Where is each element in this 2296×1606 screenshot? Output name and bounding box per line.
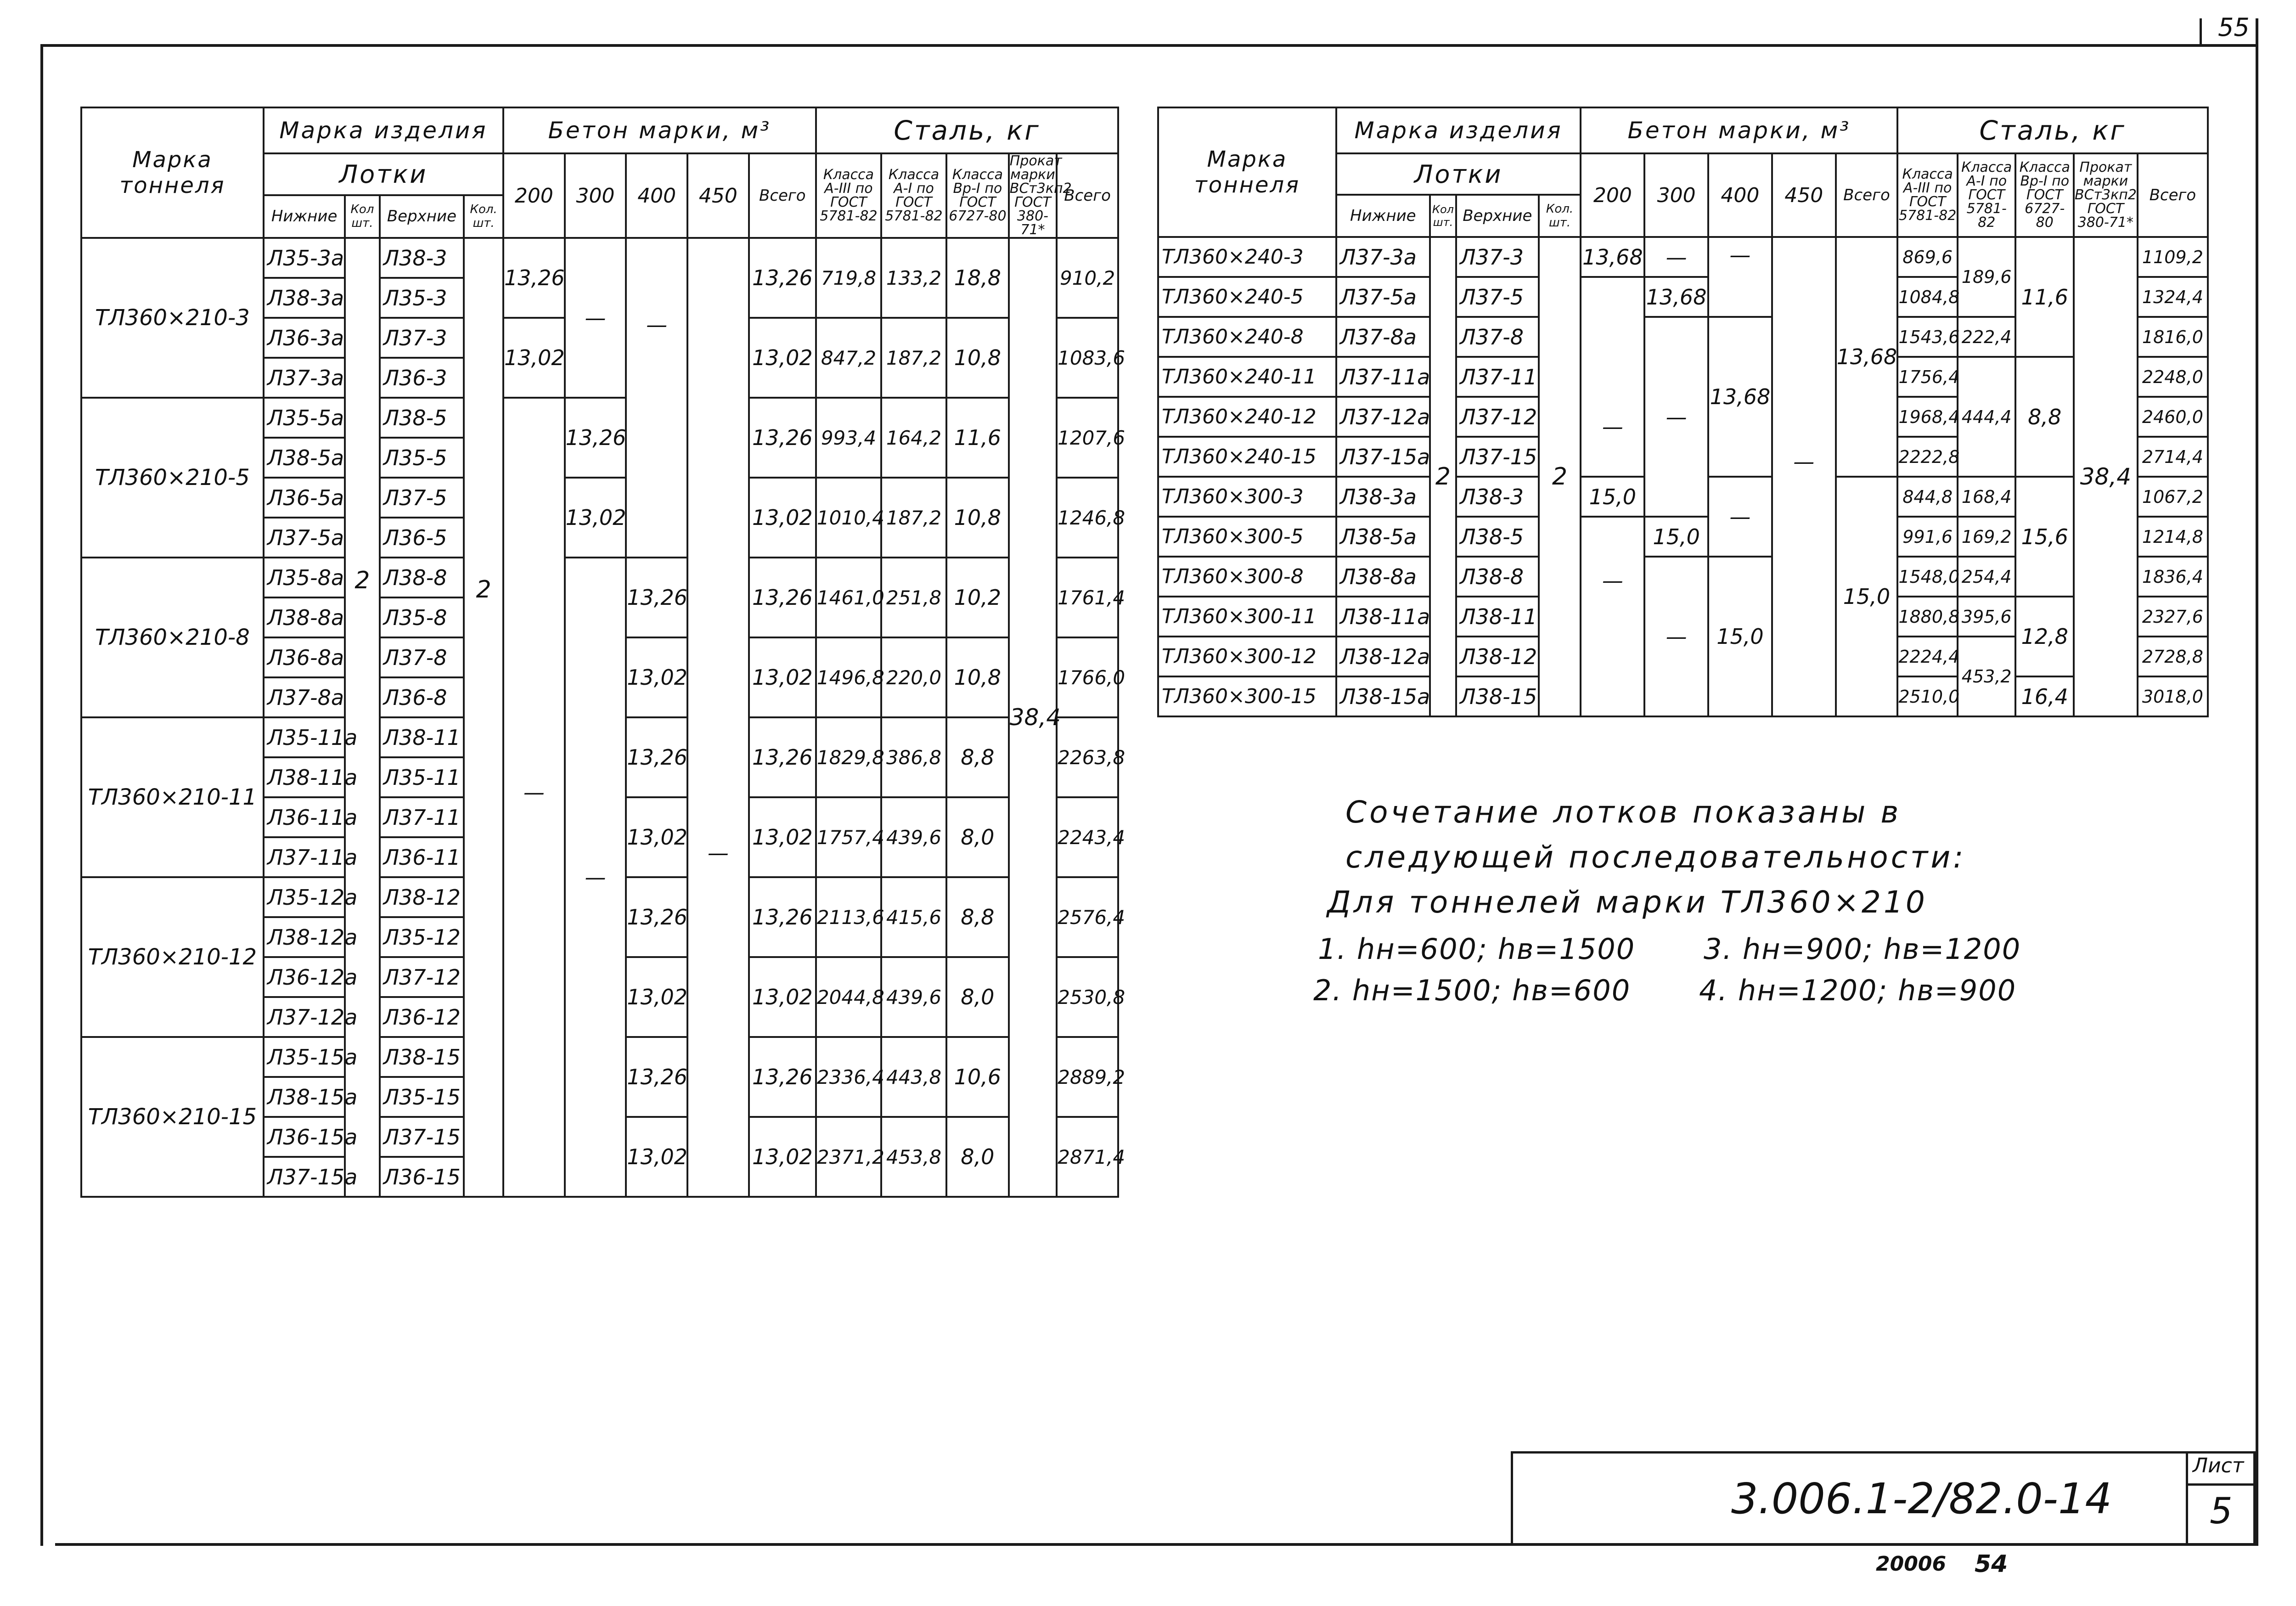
upper-tray: Л36-3 — [380, 358, 464, 398]
steel-vr: 10,8 — [946, 318, 1009, 398]
tunnel-mark: ТЛ360×300-3 — [1158, 477, 1336, 517]
concrete-total: 13,26 — [749, 877, 816, 957]
lower-tray: Л37-12а — [1336, 397, 1430, 437]
left-hdr-concrete: Бетон марки, м³ — [503, 107, 816, 153]
upper-tray: Л38-15 — [380, 1037, 464, 1077]
left-hdr-upper: Верхние — [380, 195, 464, 238]
upper-tray: Л38-12 — [1456, 637, 1539, 676]
tunnel-mark: ТЛ360×300-15 — [1158, 676, 1336, 716]
steel-total: 2248,0 — [2138, 357, 2208, 397]
steel-vr: 10,6 — [946, 1037, 1009, 1117]
frame-left-line — [40, 44, 43, 1546]
upper-tray: Л38-8 — [380, 558, 464, 597]
note-item-3: 3. hн=900; hв=1200 — [1704, 932, 2021, 966]
left-hdr-s2: Класса А-I по ГОСТ 5781-82 — [881, 153, 946, 238]
steel-vr: 8,8 — [2015, 357, 2074, 477]
steel-total: 2728,8 — [2138, 637, 2208, 676]
lower-tray: Л38-3а — [1336, 477, 1430, 517]
steel-a1: 168,4 — [1958, 477, 2016, 517]
lower-qty: 2 — [1430, 237, 1456, 716]
upper-tray: Л38-8 — [1456, 557, 1539, 597]
upper-tray: Л36-8 — [380, 677, 464, 717]
upper-tray: Л38-5 — [1456, 517, 1539, 557]
steel-total: 2263,8 — [1057, 717, 1118, 797]
concrete-total: 13,02 — [749, 478, 816, 558]
steel-total: 1761,4 — [1057, 558, 1118, 637]
tunnel-mark: ТЛ360×240-11 — [1158, 357, 1336, 397]
tunnel-mark: ТЛ360×300-5 — [1158, 517, 1336, 557]
steel-a3: 1880,8 — [1897, 597, 1958, 637]
left-spec-table — [80, 107, 1125, 1198]
steel-a1: 251,8 — [881, 558, 946, 637]
concrete-300: — — [1644, 317, 1708, 517]
concrete-300: — — [1644, 557, 1708, 716]
steel-a3: 2044,8 — [816, 957, 881, 1037]
note-line-3: Для тоннелей марки ТЛ360×210 — [1327, 885, 1928, 920]
steel-a1: 164,2 — [881, 398, 946, 478]
lower-tray: Л36-12а — [264, 957, 345, 997]
steel-total: 1836,4 — [2138, 557, 2208, 597]
concrete-200: — — [1581, 277, 1644, 477]
concrete-450: — — [1772, 237, 1836, 716]
concrete-total: 13,68 — [1836, 237, 1898, 477]
table-row — [81, 398, 1118, 438]
steel-total: 910,2 — [1057, 238, 1118, 318]
tunnel-mark: ТЛ360×210-3 — [81, 238, 264, 398]
concrete-200: 15,0 — [1581, 477, 1644, 517]
upper-tray: Л36-12 — [380, 997, 464, 1037]
steel-a3: 1010,4 — [816, 478, 881, 558]
right-hdr-stotal: Всего — [2138, 153, 2208, 237]
concrete-200: 13,02 — [503, 318, 565, 398]
steel-total: 1109,2 — [2138, 237, 2208, 277]
concrete-total: 13,02 — [749, 637, 816, 717]
steel-vr: 16,4 — [2015, 676, 2074, 716]
concrete-400: 13,02 — [626, 1117, 687, 1197]
steel-total: 3018,0 — [2138, 676, 2208, 716]
concrete-total: 13,26 — [749, 238, 816, 318]
lower-tray: Л37-3а — [264, 358, 345, 398]
concrete-total: 13,02 — [749, 318, 816, 398]
concrete-400: 13,02 — [626, 637, 687, 717]
steel-a3: 1548,0 — [1897, 557, 1958, 597]
upper-tray: Л38-5 — [380, 398, 464, 438]
right-hdr-upper: Верхние — [1456, 195, 1539, 237]
concrete-400: 13,26 — [626, 1037, 687, 1117]
right-hdr-trays: Лотки — [1336, 153, 1581, 195]
right-hdr-lower: Нижние — [1336, 195, 1430, 237]
right-spec-table — [1157, 107, 2209, 717]
right-hdr-c450: 450 — [1772, 153, 1836, 237]
steel-a1: 439,6 — [881, 957, 946, 1037]
concrete-200: 13,68 — [1581, 237, 1644, 277]
left-hdr-tunnel: Марка тоннеля — [81, 107, 264, 238]
lower-tray: Л37-12а — [264, 997, 345, 1037]
left-hdr-s3: Класса Вр-I по ГОСТ 6727-80 — [946, 153, 1009, 238]
right-hdr-c300: 300 — [1644, 153, 1708, 237]
concrete-300-empty: — — [565, 558, 626, 1197]
tunnel-mark: ТЛ360×210-15 — [81, 1037, 264, 1197]
note-item-2: 2. hн=1500; hв=600 — [1313, 974, 1631, 1007]
concrete-total: 15,0 — [1836, 477, 1898, 716]
lower-tray: Л35-8а — [264, 558, 345, 597]
concrete-total: 13,26 — [749, 717, 816, 797]
steel-a3: 847,2 — [816, 318, 881, 398]
steel-vr: 8,0 — [946, 797, 1009, 877]
steel-a3: 1543,6 — [1897, 317, 1958, 357]
right-hdr-total: Всего — [1836, 153, 1898, 237]
steel-a1: 220,0 — [881, 637, 946, 717]
lower-tray: Л37-3а — [1336, 237, 1430, 277]
concrete-total: 13,02 — [749, 957, 816, 1037]
left-hdr-c200: 200 — [503, 153, 565, 238]
sheet-number: 5 — [2210, 1491, 2233, 1532]
steel-total: 2889,2 — [1057, 1037, 1118, 1117]
steel-vr: 10,2 — [946, 558, 1009, 637]
concrete-300: 13,26 — [565, 398, 626, 478]
tunnel-mark: ТЛ360×300-12 — [1158, 637, 1336, 676]
right-hdr-qty: Кол шт. — [1430, 195, 1456, 237]
steel-a3: 993,4 — [816, 398, 881, 478]
steel-a3: 2222,8 — [1897, 437, 1958, 477]
table-row — [81, 558, 1118, 597]
left-hdr-trays: Лотки — [264, 153, 503, 195]
upper-tray: Л35-15 — [380, 1077, 464, 1117]
steel-rolled: 38,4 — [1009, 238, 1057, 1197]
steel-a1: 133,2 — [881, 238, 946, 318]
steel-total: 2714,4 — [2138, 437, 2208, 477]
lower-tray: Л37-5а — [1336, 277, 1430, 317]
steel-a1: 439,6 — [881, 797, 946, 877]
table-row — [81, 238, 1118, 278]
steel-total: 1083,6 — [1057, 318, 1118, 398]
left-hdr-lower: Нижние — [264, 195, 345, 238]
upper-tray: Л37-5 — [1456, 277, 1539, 317]
tunnel-mark: ТЛ360×300-8 — [1158, 557, 1336, 597]
concrete-400: 13,26 — [626, 558, 687, 637]
steel-total: 2871,4 — [1057, 1117, 1118, 1197]
note-item-1: 1. hн=600; hв=1500 — [1318, 932, 1636, 966]
right-hdr-product: Марка изделия — [1336, 107, 1581, 153]
lower-tray: Л35-11а — [264, 717, 345, 757]
tunnel-mark: ТЛ360×210-8 — [81, 558, 264, 717]
upper-tray: Л38-15 — [1456, 676, 1539, 716]
upper-qty: 2 — [464, 238, 503, 1197]
concrete-400: 13,02 — [626, 797, 687, 877]
steel-a1: 187,2 — [881, 318, 946, 398]
steel-total: 1246,8 — [1057, 478, 1118, 558]
steel-total: 1214,8 — [2138, 517, 2208, 557]
upper-tray: Л36-15 — [380, 1157, 464, 1197]
steel-vr: 15,6 — [2015, 477, 2074, 597]
concrete-200: 13,26 — [503, 238, 565, 318]
steel-vr: 11,6 — [946, 398, 1009, 478]
concrete-200-empty: — — [503, 398, 565, 1197]
lower-tray: Л38-11а — [264, 757, 345, 797]
steel-total: 2327,6 — [2138, 597, 2208, 637]
lower-tray: Л35-5а — [264, 398, 345, 438]
steel-a3: 1829,8 — [816, 717, 881, 797]
upper-tray: Л35-5 — [380, 438, 464, 478]
right-hdr-c200: 200 — [1581, 153, 1644, 237]
left-hdr-s4: Прокат марки ВСт3кп2 ГОСТ 380-71* — [1009, 153, 1072, 238]
lower-tray: Л38-3а — [264, 278, 345, 318]
concrete-400: 13,02 — [626, 957, 687, 1037]
upper-tray: Л36-5 — [380, 518, 464, 558]
lower-tray: Л35-15а — [264, 1037, 345, 1077]
tunnel-mark: ТЛ360×300-11 — [1158, 597, 1336, 637]
lower-tray: Л38-12а — [264, 917, 345, 957]
left-hdr-steel: Сталь, кг — [816, 107, 1118, 153]
tunnel-mark: ТЛ360×240-8 — [1158, 317, 1336, 357]
steel-a1: 187,2 — [881, 478, 946, 558]
upper-tray: Л35-12 — [380, 917, 464, 957]
right-hdr-steel: Сталь, кг — [1897, 107, 2208, 153]
concrete-400: 15,0 — [1708, 557, 1772, 716]
lower-tray: Л38-12а — [1336, 637, 1430, 676]
concrete-400: 13,26 — [626, 717, 687, 797]
steel-a3: 1461,0 — [816, 558, 881, 637]
frame-corner-tick — [2200, 18, 2202, 46]
steel-a1: 395,6 — [1958, 597, 2016, 637]
steel-a3: 2371,2 — [816, 1117, 881, 1197]
left-hdr-total: Всего — [749, 153, 816, 238]
upper-tray: Л37-3 — [380, 318, 464, 358]
corner-number: 55 — [2218, 13, 2250, 42]
lower-tray: Л35-3а — [264, 238, 345, 278]
lower-tray: Л37-15а — [1336, 437, 1430, 477]
steel-a1: 443,8 — [881, 1037, 946, 1117]
steel-a3: 2336,4 — [816, 1037, 881, 1117]
steel-a3: 1084,8 — [1897, 277, 1958, 317]
upper-tray: Л37-15 — [1456, 437, 1539, 477]
upper-tray: Л38-3 — [1456, 477, 1539, 517]
bottom-code-right: 54 — [1975, 1550, 2008, 1578]
lower-tray: Л36-8а — [264, 637, 345, 677]
upper-tray: Л35-11 — [380, 757, 464, 797]
document-code: 3.006.1-2/82.0-14 — [1731, 1474, 2112, 1523]
right-hdr-tunnel: Марка тоннеля — [1158, 107, 1336, 237]
lower-tray: Л38-15а — [264, 1077, 345, 1117]
steel-a3: 1496,8 — [816, 637, 881, 717]
upper-tray: Л35-3 — [380, 278, 464, 318]
steel-a1: 169,2 — [1958, 517, 2016, 557]
concrete-200: — — [1581, 517, 1644, 716]
steel-a1: 415,6 — [881, 877, 946, 957]
concrete-400: 13,68 — [1708, 317, 1772, 477]
sheet-label: Лист — [2193, 1454, 2244, 1477]
tunnel-mark: ТЛ360×210-5 — [81, 398, 264, 558]
lower-tray: Л35-12а — [264, 877, 345, 917]
steel-a3: 991,6 — [1897, 517, 1958, 557]
concrete-total: 13,26 — [749, 558, 816, 637]
right-hdr-s3: Класса Вр-I по ГОСТ 6727-80 — [2015, 153, 2074, 237]
left-hdr-c450: 450 — [687, 153, 749, 238]
concrete-300: 13,02 — [565, 478, 626, 558]
steel-a3: 2113,6 — [816, 877, 881, 957]
right-hdr-s2: Класса А-I по ГОСТ 5781-82 — [1958, 153, 2016, 237]
upper-tray: Л37-3 — [1456, 237, 1539, 277]
steel-a3: 1968,4 — [1897, 397, 1958, 437]
lower-tray: Л36-15а — [264, 1117, 345, 1157]
steel-vr: 8,8 — [946, 717, 1009, 797]
steel-total: 2576,4 — [1057, 877, 1118, 957]
lower-tray: Л38-5а — [1336, 517, 1430, 557]
concrete-400: — — [1708, 237, 1772, 317]
lower-tray: Л38-15а — [1336, 676, 1430, 716]
lower-tray: Л37-5а — [264, 518, 345, 558]
steel-a1: 386,8 — [881, 717, 946, 797]
lower-tray: Л36-5а — [264, 478, 345, 518]
lower-tray: Л38-5а — [264, 438, 345, 478]
upper-tray: Л37-8 — [380, 637, 464, 677]
frame-top-line — [40, 44, 2258, 47]
left-hdr-c400: 400 — [626, 153, 687, 238]
tunnel-mark: ТЛ360×240-12 — [1158, 397, 1336, 437]
right-hdr-concrete: Бетон марки, м³ — [1581, 107, 1897, 153]
steel-a1: 222,4 — [1958, 317, 2016, 357]
right-hdr-s1: Класса А-III по ГОСТ 5781-82 — [1897, 153, 1958, 237]
upper-tray: Л38-12 — [380, 877, 464, 917]
upper-tray: Л38-11 — [1456, 597, 1539, 637]
table-row — [1158, 237, 2208, 277]
steel-vr: 8,8 — [946, 877, 1009, 957]
tunnel-mark: ТЛ360×240-15 — [1158, 437, 1336, 477]
note-line-1: Сочетание лотков показаны в — [1345, 795, 1902, 830]
concrete-total: 13,02 — [749, 797, 816, 877]
steel-a1: 189,6 — [1958, 237, 2016, 317]
lower-tray: Л36-3а — [264, 318, 345, 358]
left-hdr-qty2: Кол. шт. — [464, 195, 503, 238]
steel-a1: 254,4 — [1958, 557, 2016, 597]
concrete-400: 13,26 — [626, 877, 687, 957]
lower-tray: Л37-8а — [264, 677, 345, 717]
lower-tray: Л37-15а — [264, 1157, 345, 1197]
lower-tray: Л38-8а — [264, 597, 345, 637]
concrete-300-dash: — — [565, 238, 626, 398]
upper-tray: Л37-8 — [1456, 317, 1539, 357]
steel-total: 1816,0 — [2138, 317, 2208, 357]
left-hdr-qty: Кол шт. — [345, 195, 379, 238]
steel-total: 1766,0 — [1057, 637, 1118, 717]
tunnel-mark: ТЛ360×240-3 — [1158, 237, 1336, 277]
concrete-300: 13,68 — [1644, 277, 1708, 317]
left-hdr-stotal: Всего — [1057, 153, 1118, 238]
note-line-2: следующей последовательности: — [1345, 840, 1966, 875]
concrete-300: 15,0 — [1644, 517, 1708, 557]
upper-tray: Л37-11 — [1456, 357, 1539, 397]
steel-a3: 2224,4 — [1897, 637, 1958, 676]
upper-tray: Л35-8 — [380, 597, 464, 637]
upper-tray: Л37-15 — [380, 1117, 464, 1157]
steel-total: 1067,2 — [2138, 477, 2208, 517]
concrete-300: — — [1644, 237, 1708, 277]
upper-tray: Л38-11 — [380, 717, 464, 757]
steel-a3: 1757,4 — [816, 797, 881, 877]
steel-a1: 444,4 — [1958, 357, 2016, 477]
steel-vr: 8,0 — [946, 1117, 1009, 1197]
steel-total: 2460,0 — [2138, 397, 2208, 437]
steel-a1: 453,2 — [1958, 637, 2016, 716]
steel-total: 2243,4 — [1057, 797, 1118, 877]
concrete-total: 13,26 — [749, 398, 816, 478]
steel-total: 1324,4 — [2138, 277, 2208, 317]
note-item-4: 4. hн=1200; hв=900 — [1699, 974, 2017, 1007]
lower-tray: Л38-11а — [1336, 597, 1430, 637]
steel-rolled: 38,4 — [2074, 237, 2138, 716]
steel-a3: 2510,0 — [1897, 676, 1958, 716]
upper-qty: 2 — [1539, 237, 1581, 716]
lower-qty: 2 — [345, 238, 379, 1197]
tunnel-mark: ТЛ360×210-12 — [81, 877, 264, 1037]
upper-tray: Л37-12 — [1456, 397, 1539, 437]
concrete-400-dash: — — [626, 238, 687, 558]
steel-vr: 12,8 — [2015, 597, 2074, 676]
right-hdr-qty2: Кол. шт. — [1539, 195, 1581, 237]
right-hdr-c400: 400 — [1708, 153, 1772, 237]
lower-tray: Л37-8а — [1336, 317, 1430, 357]
concrete-total: 13,26 — [749, 1037, 816, 1117]
upper-tray: Л37-11 — [380, 797, 464, 837]
left-hdr-product: Марка изделия — [264, 107, 503, 153]
upper-tray: Л38-3 — [380, 238, 464, 278]
steel-vr: 10,8 — [946, 478, 1009, 558]
lower-tray: Л36-11а — [264, 797, 345, 837]
steel-a3: 844,8 — [1897, 477, 1958, 517]
concrete-450-dash: — — [687, 238, 749, 1197]
steel-total: 1207,6 — [1057, 398, 1118, 478]
upper-tray: Л37-5 — [380, 478, 464, 518]
concrete-total: 13,02 — [749, 1117, 816, 1197]
upper-tray: Л36-11 — [380, 837, 464, 877]
upper-tray: Л37-12 — [380, 957, 464, 997]
lower-tray: Л37-11а — [1336, 357, 1430, 397]
tunnel-mark: ТЛ360×210-11 — [81, 717, 264, 877]
steel-a1: 453,8 — [881, 1117, 946, 1197]
steel-a3: 719,8 — [816, 238, 881, 318]
frame-right-line — [2256, 18, 2258, 1546]
right-hdr-s4: Прокат марки ВСт3кп2 ГОСТ 380-71* — [2074, 153, 2138, 237]
steel-vr: 11,6 — [2015, 237, 2074, 357]
sheet-box-divider — [2186, 1483, 2253, 1486]
steel-a3: 1756,4 — [1897, 357, 1958, 397]
lower-tray: Л38-8а — [1336, 557, 1430, 597]
lower-tray: Л37-11а — [264, 837, 345, 877]
steel-a3: 869,6 — [1897, 237, 1958, 277]
steel-total: 2530,8 — [1057, 957, 1118, 1037]
steel-vr: 18,8 — [946, 238, 1009, 318]
steel-vr: 10,8 — [946, 637, 1009, 717]
steel-vr: 8,0 — [946, 957, 1009, 1037]
left-hdr-c300: 300 — [565, 153, 626, 238]
concrete-400: — — [1708, 477, 1772, 557]
bottom-code-left: 20006 — [1876, 1552, 1947, 1576]
tunnel-mark: ТЛ360×240-5 — [1158, 277, 1336, 317]
left-hdr-s1: Класса А-III по ГОСТ 5781-82 — [816, 153, 881, 238]
